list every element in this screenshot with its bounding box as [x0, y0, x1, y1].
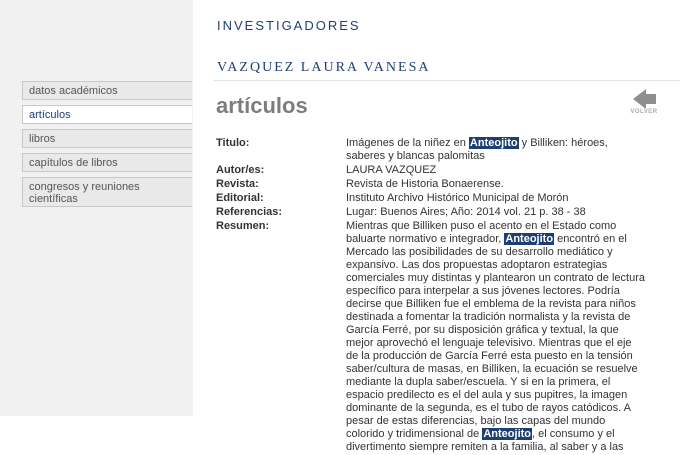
field-revista — [216, 178, 666, 191]
sidebar-item-congresos[interactable]: congresos y reuniones científicas — [22, 177, 192, 207]
field-value: Lugar: Buenos Aires; Año: 2014 vol. 21 p. 38 - 38 — [346, 206, 586, 218]
field-value: Revista de Historia Bonaerense. — [346, 178, 504, 190]
field-label: Autor/es: — [216, 164, 265, 176]
field-resumen — [216, 220, 666, 454]
section-title: INVESTIGADORES — [217, 18, 361, 33]
search-highlight: Anteojito — [483, 428, 532, 440]
field-titulo — [216, 137, 666, 163]
field-label: Editorial: — [216, 192, 264, 204]
field-label: Resumen: — [216, 220, 270, 232]
field-label: Revista: — [216, 178, 259, 190]
field-label: Referencias: — [216, 206, 283, 218]
field-value: Instituto Archivo Histórico Municipal de Morón — [346, 192, 569, 204]
sidebar-item-capitulos-de-libros[interactable]: capítulos de libros — [22, 153, 192, 172]
field-value: Mientras que Billiken puso el acento en el Estado como baluarte normativo e integrador, Anteojito encontró en el Mercado las posibilidades de su desarrollo mediático y expansivo. Las dos propuestas adoptaron estrategias comerciales muy distintas y plantearon un contrato de lectura específico para interpelar a sus jóvenes lectores. Podría decirse que Billiken fue el emblema de la revista para niños destinada a fomentar la tradición normalista y la revista de García Ferré, por su disposición gráfica y textual, la que mejor aprovechó el lenguaje televisivo. Mientras que el eje de la producción de García Ferré esta puesto en la tensión saber/cultura de masas, en Billiken, la ecuación se resuelve mediante la dupla saber/escuela. Y si en la primera, el espacio predilecto es el del aula y sus pupitres, la imagen dominante de la segunda, es el tubo de rayos catódicos. A pesar de estas diferencias, bajo las capas del mundo colorido y tridimensional de Anteojito, el consumo y el divertimento siempre remiten a la familia, al saber y a las — [346, 220, 645, 453]
back-button[interactable] — [625, 88, 663, 120]
sidebar-nav — [22, 81, 192, 212]
page-title: artículos — [216, 93, 308, 118]
field-editorial — [216, 192, 666, 205]
field-autor — [216, 164, 666, 177]
sidebar-item-articulos[interactable]: artículos — [22, 105, 192, 124]
field-value: LAURA VAZQUEZ — [346, 164, 437, 176]
back-label: VOLVER — [630, 109, 658, 115]
article-details — [216, 137, 666, 455]
search-highlight: Anteojito — [505, 233, 554, 245]
sidebar-item-datos-academicos[interactable]: datos académicos — [22, 81, 192, 100]
researcher-name: VAZQUEZ LAURA VANESA — [217, 60, 431, 75]
field-label: Titulo: — [216, 137, 250, 149]
divider — [213, 80, 680, 81]
search-highlight: Anteojito — [469, 137, 518, 149]
field-value: Imágenes de la niñez en Anteojito y Billiken: héroes, saberes y blancas palomitas — [346, 137, 608, 162]
left-panel — [0, 0, 193, 416]
field-referencias — [216, 206, 666, 219]
sidebar-item-libros[interactable]: libros — [22, 129, 192, 148]
back-arrow-icon — [625, 88, 663, 110]
main-content — [193, 0, 680, 453]
